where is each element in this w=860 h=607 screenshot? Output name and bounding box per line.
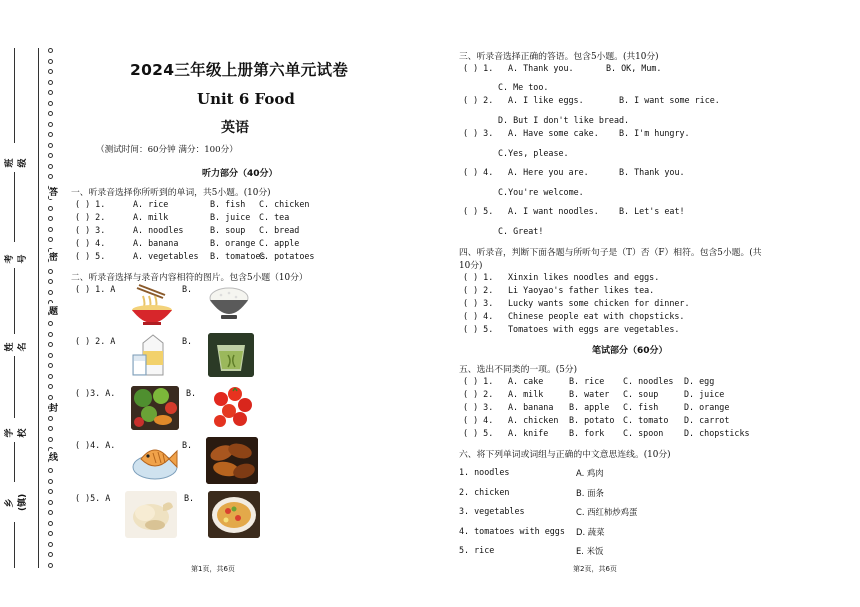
exam-info: （测试时间：60分钟 满分：100分）: [96, 145, 238, 155]
margin-label-school: 学校: [5, 428, 28, 438]
seal-word-secret: 密: [49, 249, 58, 264]
s6-right-item: E. 米饭: [576, 546, 604, 556]
s2-item-3-b-label: B.: [186, 388, 197, 398]
s4-item: ( ) 3. Lucky wants some chicken for dinner.: [463, 298, 690, 308]
tomatoes-icon: [209, 385, 255, 429]
s4-heading: 四、听录音，判断下面各题与所听句子是（T）否（F）相符。包含5小题。(共: [459, 248, 762, 258]
s2-item-4-number: ( )4. A.: [75, 440, 116, 450]
s6-left-item: 2. chicken: [459, 487, 510, 497]
seal-word-line: 线: [49, 449, 58, 464]
vegetables-icon: [131, 386, 179, 430]
s1-item: ( ) 5. A. vegetables B. tomatoes C. potatoes: [75, 251, 315, 261]
milk-carton-icon: [129, 333, 177, 377]
s1-item: ( ) 3. A. noodles B. soup C. bread: [75, 225, 300, 235]
s5-item: ( ) 1. A. cake B. rice C. noodles D. egg: [463, 376, 715, 386]
s5-item: ( ) 2. A. milk B. water C. soup D. juice: [463, 389, 725, 399]
s2-item-5-number: ( )5. A: [75, 493, 111, 503]
margin-label-class: 班级: [5, 158, 28, 168]
s3-item-2-option-d: D. But I don't like bread.: [498, 115, 630, 125]
noodles-bowl-icon: [129, 284, 175, 327]
s2-item-2-b-label: B.: [182, 336, 193, 346]
s3-item-3-option-c: C.Yes, please.: [498, 148, 569, 158]
s2-item-1-number: ( ) 1. A: [75, 284, 116, 294]
s2-item-3-number: ( )3. A.: [75, 388, 116, 398]
margin-label-town: 乡(镇): [5, 493, 28, 511]
s6-heading: 六、将下列单词或词组与正确的中文意思连线。(10分): [459, 450, 671, 460]
s2-item-2-number: ( ) 2. A: [75, 336, 116, 346]
s4-item: ( ) 2. Li Yaoyao's father likes tea.: [463, 285, 655, 295]
s4-item: ( ) 4. Chinese people eat with chopsticks.: [463, 311, 685, 321]
s6-right-item: C. 西红柿炒鸡蛋: [576, 507, 638, 517]
tea-cup-icon: [208, 333, 254, 377]
s3-item: ( ) 3. A. Have some cake. B. I'm hungry.: [463, 128, 690, 138]
s6-right-item: A. 鸡肉: [576, 468, 604, 478]
s6-left-item: 3. vegetables: [459, 506, 525, 516]
s5-item: ( ) 3. A. banana B. apple C. fish D. orange: [463, 402, 730, 412]
chicken-wings-icon: [206, 437, 258, 484]
s5-item: ( ) 4. A. chicken B. potato C. tomato D. carrot: [463, 415, 730, 425]
exam-title: 2024三年级上册第六单元试卷: [130, 61, 349, 79]
margin-outer-line: [38, 48, 39, 568]
s3-item: ( ) 5. A. I want noodles. B. Let's eat!: [463, 206, 685, 216]
writing-section-heading: 笔试部分（60分）: [592, 346, 668, 356]
s3-item-5-option-c: C. Great!: [498, 226, 544, 236]
subject-title: 英语: [221, 120, 249, 136]
s5-item: ( ) 5. A. knife B. fork C. spoon D. chopsticks: [463, 428, 750, 438]
binding-margin: [0, 0, 62, 607]
fish-plate-icon: [131, 437, 179, 483]
s6-left-item: 1. noodles: [459, 467, 510, 477]
s3-heading: 三、听录音选择正确的答语。包含5小题。(共10分): [459, 52, 659, 62]
rice-bowl-icon: [206, 282, 252, 324]
unit-title: Unit 6 Food: [197, 90, 295, 108]
page2-footer: 第2页，共6页: [573, 565, 617, 573]
s1-item: ( ) 1. A. rice B. fish C. chicken: [75, 199, 310, 209]
listening-section-heading: 听力部分（40分）: [202, 169, 278, 179]
s4-item: ( ) 1. Xinxin likes noodles and eggs.: [463, 272, 660, 282]
s5-heading: 五、选出不同类的一项。(5分): [459, 365, 578, 375]
page1-footer: 第1页，共6页: [191, 565, 235, 573]
s2-heading: 二、听录音选择与录音内容相符的图片。包含5小题（10分）: [71, 273, 308, 283]
s1-item: ( ) 2. A. milk B. juice C. tea: [75, 212, 290, 222]
s3-item-1-option-c: C. Me too.: [498, 82, 549, 92]
s1-heading: 一、听录音选择你所听到的单词，共5小题。(10分): [71, 188, 271, 198]
seal-word-seal: 封: [49, 400, 58, 415]
s3-item-4-option-c: C.You're welcome.: [498, 187, 584, 197]
soup-bowl-icon: [208, 491, 260, 538]
roast-chicken-icon: [125, 491, 177, 538]
seal-word-question: 题: [49, 303, 58, 318]
s6-right-item: D. 蔬菜: [576, 527, 605, 537]
s4-item: ( ) 5. Tomatoes with eggs are vegetables.: [463, 324, 680, 334]
margin-label-name: 姓名: [5, 342, 28, 352]
seal-word-answer: 答: [49, 184, 58, 199]
s2-item-5-b-label: B.: [184, 493, 195, 503]
s2-item-4-b-label: B.: [182, 440, 193, 450]
s6-left-item: 4. tomatoes with eggs: [459, 526, 565, 536]
s6-right-item: B. 面条: [576, 488, 604, 498]
s3-item: ( ) 2. A. I like eggs. B. I want some rice.: [463, 95, 720, 105]
s3-item: ( ) 1. A. Thank you. B. OK, Mum.: [463, 63, 662, 73]
margin-label-exam-number: 考号: [5, 254, 28, 264]
s2-item-1-b-label: B.: [182, 284, 193, 294]
s4-heading-cont: 10分): [459, 261, 483, 271]
s6-left-item: 5. rice: [459, 545, 495, 555]
s1-item: ( ) 4. A. banana B. orange C. apple: [75, 238, 300, 248]
s3-item: ( ) 4. A. Here you are. B. Thank you.: [463, 167, 685, 177]
